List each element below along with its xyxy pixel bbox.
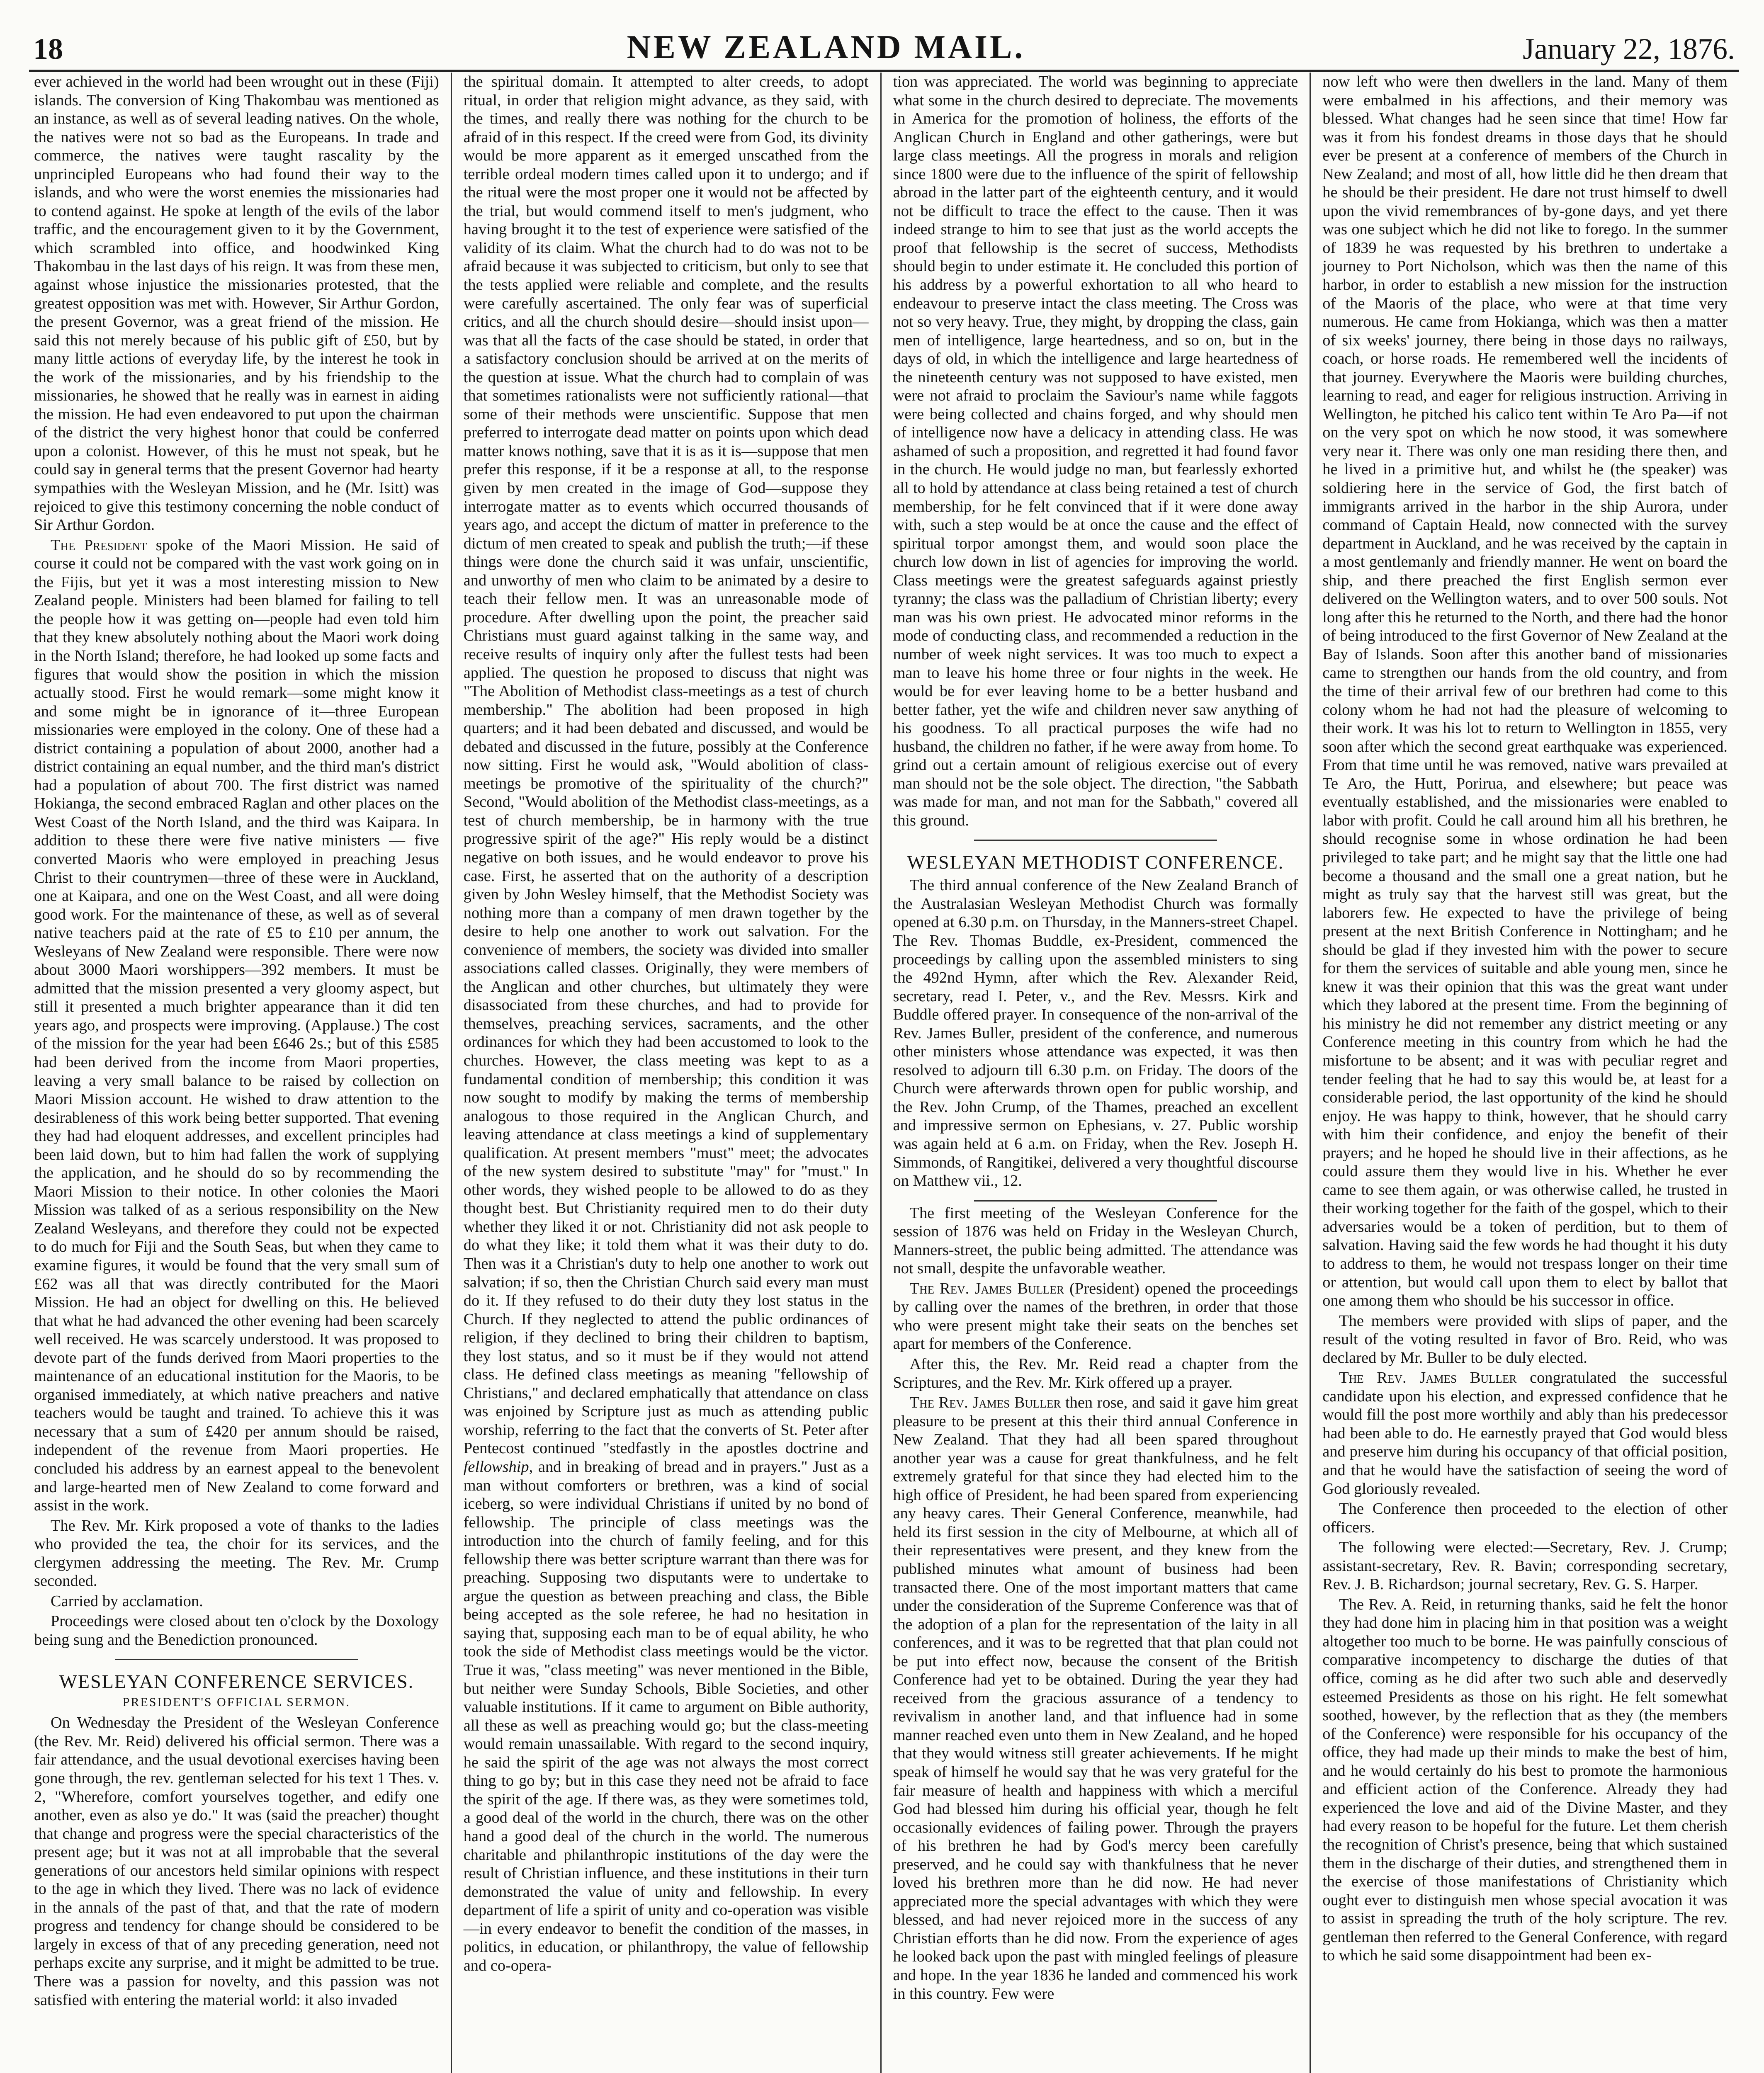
- speaker-name: The Rev. James Buller: [1339, 1369, 1517, 1387]
- paragraph-text: then rose, and said it gave him great pleasure to be present at this their third annual Conference in New Zealand. That they had all been spared throughout another year was a cause for great thankfulness, and he felt extremely grateful for that since they had elected him to the high office of President, he had been spared from experiencing any heavy cares. Their General Conference, meanwhile, had held its first session in the city of Melbourne, at which all of their representatives were present, and they knew from the published minutes what amount of business had been transacted there. One of the most important matters that came under the consideration of the Supreme Conference was that of the adoption of a plan for the representation of the laity in all conferences, and it was to be regretted that that plan could not be put into effect now, because the consent of the British Conference had yet to be obtained. During the year they had received from the gracious assurance of a tendency to revivalism in another land, and that influence had in some manner reached even unto them in New Zealand, and he hoped that they would witness still greater achievements. If he might speak of himself he would say that he was very grateful for the fair measure of health and happiness with which a merciful God had blessed him during his official year, though he felt occasionally evidences of failing power. Through the prayers of his brethren he had by God's mercy been carefully preserved, and he could say with thankfulness that he never loved his brethren more than he did now. He had never appreciated more the special advantages with which they were blessed, and had never rejoiced more in the success of any Christian efforts than he did now. From the experience of ages he looked back upon the past with mingled feelings of pleasure and hope. In the year 1836 he landed and commenced his work in this country. Few were: [893, 1394, 1298, 2003]
- page-number: 18: [33, 32, 63, 66]
- section-title: WESLEYAN CONFERENCE SERVICES.: [59, 1671, 414, 1692]
- column-4: [1310, 73, 1739, 2073]
- paragraph: [34, 536, 439, 1515]
- paragraph-text: the spiritual domain. It attempted to alter creeds, to adopt ritual, in order that religion might advance, as they said, with the times, and really there was nothing for the church to be afraid of in this respect. If the creed were from God, its divinity would be more apparent as it emerged unscathed from the terrible ordeal modern times called upon it to undergo; and if the ritual were the most proper one it would not be affected by the trial, but would commend itself to men's judgment, who having brought it to the test of experience were satisfied of the validity of its claim. What the church had to do was not to be afraid because it was subjected to criticism, but only to see that the tests applied were reliable and complete, and the results were carefully ascertained. The only fear was of superficial critics, and all the church should desire—should insist upon—was that all the facts of the case should be stated, in order that a satisfactory conclusion should be arrived at on the merits of the question at issue. What the church had to complain of was that sometimes rationalists were not sufficiently rational—that some of their methods were unscientific. Suppose that men preferred to interrogate dead matter on points upon which dead matter knows nothing, save that it is as it is—suppose that men prefer this response, if it be a response at all, to the response given by men created in the image of God—suppose they interrogate matter as to events which occurred thousands of years ago, and accept the dictum of matter in preference to the dictum of men created to speak and publish the truth;—if these things were done the church said it was unfair, unscientific, and unworthy of men who claim to be animated by a desire to teach their fellow men. It was an unreasonable mode of procedure. After dwelling upon the point, the preacher said Christians must guard against talking in the same way, and receive results of inquiry only after the fullest tests had been applied. The question he proposed to discuss that night was "The Abolition of Methodist class-meetings as a test of church membership." The abolition had been proposed in high quarters; and it had been debated and discussed, and would be debated and discussed in the future, possibly at the Conference now sitting. First he would ask, "Would abolition of class-meetings be promotive of the spirituality of the church?" Second, "Would abolition of the Methodist class-meetings, as a test of church membership, be in harmony with the true progressive spirit of the age?" His reply would be a distinct negative on both issues, and he would endeavor to prove his case. First, he asserted that on the authority of a description given by John Wesley himself, that the Methodist Society was nothing more than a company of men drawn together by the desire to help one another to work out salvation. For the convenience of members, the society was divided into smaller associations called classes. Originally, they were members of the Anglican and other churches, but ultimately they were disassociated from these churches, and had to provide for themselves, preaching services, sacraments, and the other ordinances for which they had been accustomed to look to the churches. However, the class meeting was kept to as a fundamental condition of membership; this condition it was now sought to modify by making the terms of membership analogous to those required in the Anglican Church, and leaving attendance at class meetings a kind of supplementary qualification. At present members "must" meet; the advocates of the new system desired to substitute "may" for "must." In other words, they wished people to be allowed to do as they thought best. But Christianity required men to do their duty whether they liked it or not. Christianity did not ask people to do what they like; it told them what it was their duty to do. Then was it a Christian's duty to help one another to work out salvation; if so, then the Christian Church said every man must do it. If they refused to do their duty they lost status in the Church. If they neglected to attend the public ordinances of religion, if they declined to bring their children to baptism, they lost status, and so it must be if they would not attend class. He defined class meetings as meaning "fellowship of Christians," and declared emphatically that attendance on class was enjoined by Scripture just as much as attending public worship, referring to the fact that the converts of St. Peter after Pentecost continued "stedfastly in the apostles doctrine and: [463, 73, 869, 1457]
- paragraph-text: spoke of the Maori Mission. He said of course it could not be compared with the vast work going on in the Fijis, but yet it was a most interesting mission to New Zealand people. Ministers had been blamed for failing to tell the people how it was getting on—people had even told him that they knew absolutely nothing about the Maori work doing in the North Island; therefore, he had looked up some facts and figures that would show the position in which the mission actually stood. First he would remark—some might know it and some might be in ignorance of it—three European missionaries were employed in the colony. One of these had a district containing a population of about 2000, another had a district containing an equal number, and the third man's district had a population of about 700. The first district was named Hokianga, the second embraced Raglan and other places on the West Coast of the North Island, and the third was Kaipara. In addition to these there were five native ministers — five converted Maoris who were employed in preaching Jesus Christ to their countrymen—three of these were in Auckland, one at Kaipara, and one on the West Coast, and all were doing good work. For the maintenance of these, as well as of several native teachers paid at the rate of £5 to £10 per annum, the Wesleyans of New Zealand were responsible. There were now about 3000 Maori worshippers—392 members. It must be admitted that the mission presented a very gloomy aspect, but still it presented a much brighter appearance than it did ten years ago, and prospects were improving. (Applause.) The cost of the mission for the year had been £646 2s.; but of this £585 had been derived from the income from Maori properties, leaving a very small balance to be raised by collection on Maori Mission account. He wished to draw attention to the desirableness of this work being better supported. That evening they had had eloquent addresses, and excellent principles had been laid down, but to him had fallen the work of supplying the application, and he should do so by recommending the Maori Mission to their notice. In other colonies the Maori Mission was talked of as a serious responsibility on the New Zealand Wesleyans, and therefore they could not be expected to do much for Fiji and the South Seas, but when they came to examine figures, it would be found that the very small sum of £62 was all that was directly contributed for the Maori Mission. He had an object for dwelling on this. He believed that what he had advanced the other evening had been scarcely well received. He was scarcely understood. It was proposed to devote part of the funds derived from Maori properties to the maintenance of an educational institution for the Maoris, to be organised immediately, at which native preachers and native teachers would be taught and trained. To achieve this it was necessary that a sum of £420 per annum should be raised, independent of the revenue from Maori properties. He concluded his address by an earnest appeal to the benevolent and large-hearted men of New Zealand to come forward and assist in the work.: [34, 536, 439, 1515]
- speaker-name: The Rev. James Buller: [909, 1279, 1064, 1297]
- paragraph: The Rev. A. Reid, in returning thanks, said he felt the honor they had done him in placing him in that position was a weight altogether too much to be borne. He was painfully conscious of comparative incompetency to discharge the duties of that office, coming as he did after two such able and deservedly esteemed Presidents as those on his right. He felt somewhat soothed, however, by the reflection that as they (the members of the Conference) were responsible for his occupancy of the office, they had made up their minds to make the best of him, and he would certainly do his best to promote the harmonious and efficient action of the Conference. Already they had experienced the love and aid of the Divine Master, and they had every reason to be hopeful for the future. Let them cherish the recognition of Christ's presence, being that which sustained them in the discharge of their duties, and strengthened them in the exercise of those manifestations of Christianity which ought ever to distinguish men whose special avocation it was to assist in spreading the truth of the holy scripture. The rev. gentleman then referred to the General Conference, with regard to which he said some disappointment had been ex-: [1322, 1595, 1728, 1964]
- column-3: [880, 73, 1310, 2073]
- article-columns: [29, 73, 1739, 2073]
- paragraph: Proceedings were closed about ten o'clock by the Doxology being sung and the Benediction pronounced.: [34, 1612, 439, 1648]
- paragraph: ever achieved in the world had been wrought out in these (Fiji) islands. The conversion of King Thakombau was mentioned as an instance, as well as of several leading natives. On the whole, the natives were not so bad as the Europeans. In trade and commerce, the natives were taught rascality by the unprincipled Europeans who had found their way to the islands, and who were the worst enemies the missionaries had to contend against. He spoke at length of the evils of the labor traffic, and the encouragement given to it by the Government, which scrambled into office, and hoodwinked King Thakombau in the last days of his reign. It was from these men, against whose injustice the missionaries protested, that the greatest opposition was met with. However, Sir Arthur Gordon, the present Governor, was a great friend of the mission. He said this not merely because of his public gift of £50, but by many little actions of everyday life, by the interest he took in the work of the missionaries, and by his friendship to the missionaries, he showed that he really was in earnest in aiding the mission. He had even endeavored to put upon the chairman of the district the very highest honor that could be conferred upon a colonist. However, of this he must not speak, but he could say in general terms that the present Governor had hearty sympathies with the Wesleyan Mission, and he (Mr. Isitt) was rejoiced to give this testimony concerning the noble conduct of Sir Arthur Gordon.: [34, 73, 439, 534]
- paragraph: tion was appreciated. The world was beginning to appreciate what some in the church desired to depreciate. The movements in America for the promotion of holiness, the efforts of the Anglican Church in England and other gatherings, were but large class meetings. All the progress in morals and religion since 1800 were due to the influence of the spirit of fellowship abroad in the latter part of the eighteenth century, and it would not be difficult to trace the effect to the cause. Then it was indeed strange to him to see that just as the world accepts the proof that fellowship is the secret of success, Methodists should begin to under estimate it. He concluded this portion of his address by a powerful exhortation to all who heard to endeavour to preserve intact the class meeting. The Cross was not so very heavy. True, they might, by dropping the class, gain men of intelligence, large heartedness, and so on, but in the days of old, in which the intelligence and large heartedness of the nineteenth century was not supposed to have existed, men were not afraid to proclaim the Saviour's name while faggots were being collected and chains forged, and why should men of intelligence now have a delicacy in attending class. He was ashamed of such a proposition, and regretted it had found favor in the church. He would judge no man, but fearlessly exhorted all to hold by attendance at class being retained a test of church membership, for he felt convinced that if it were done away with, such a step would be at once the cause and the effect of spiritual torpor amongst them, and would soon place the church low down in list of agencies for improving the world. Class meetings were the greatest safeguards against priestly tyranny; the class was the palladium of Christian liberty; every man was his own priest. He advocated minor reforms in the mode of conducting class, and recommended a reduction in the number of week night services. It was too much to expect a man to leave his home three or four nights in the week. He would be for ever leaving home to be a better husband and better father, yet the wife and children never saw anything of his goodness. To all practical purposes the wife had no husband, the children no father, if he were away from home. To grind out a certain amount of religious exercise out of every man should not be the sole object. The direction, "the Sabbath was made for man, and not man for the Sabbath," covered all this ground.: [893, 73, 1298, 829]
- column-2: [451, 73, 880, 2073]
- paragraph: After this, the Rev. Mr. Reid read a chapter from the Scriptures, and the Rev. Mr. Kirk offered up a prayer.: [893, 1355, 1298, 1391]
- section-title: WESLEYAN METHODIST CONFERENCE.: [907, 852, 1284, 873]
- section-divider: [115, 1659, 358, 1660]
- speaker-name: The President: [51, 536, 147, 554]
- paragraph: now left who were then dwellers in the land. Many of them were embalmed in his affections, and their memory was blessed. What changes had he seen since that time! How far was it from his fondest dreams in those days that he should ever be present at a conference of members of the Church in New Zealand; and most of all, how little did he then dream that he should be their president. He dare not trust himself to dwell upon the vivid remembrances of by-gone days, and yet there was one subject which he did not like to forego. In the summer of 1839 he was requested by his brethren to undertake a journey to Port Nicholson, which was then the name of this harbor, in order to establish a new mission for the instruction of the Maoris of the place, who were at that time very numerous. He came from Hokianga, which was then a matter of six weeks' journey, there being in those days no railways, coach, or horse roads. He remembered well the incidents of that journey. Everywhere the Maoris were building churches, learning to read, and eager for religious instruction. Arriving in Wellington, he pitched his calico tent within Te Aro Pa—if not on the very spot on which he now stood, it was somewhere very near it. There was only one man residing there then, and he lived in a primitive hut, and whilst he (the speaker) was soldiering here in the service of God, the first batch of immigrants arrived in the harbor in the ship Aurora, under command of Captain Heald, now connected with the survey department in Auckland, and he was received by the captain in a most gentlemanly and friendly manner. He went on board the ship, and there preached the first English sermon ever delivered on the Wellington waters, and to over 500 souls. Not long after this he returned to the North, and there had the honor of being introduced to the first Governor of New Zealand at the Bay of Islands. Soon after this another band of missionaries came to strengthen our hands from the old country, and from the time of their arrival few of our brethren had come to this colony whom he had not had the pleasure of welcoming to their work. It was his lot to return to Wellington in 1855, very soon after which the second great earthquake was experienced. From that time until he was removed, native wars prevailed at Te Aro, the Hutt, Porirua, and elsewhere; but peace was eventually established, and the missionaries were enabled to labor with profit. Could he call around him all his brethren, he should recognise some in whose ordination he had been privileged to take part; and he might say that the little one had become a thousand and the small one a great nation, but he might as truly say that the harvest still was great, but the laborers few. He expected to have the privilege of being present at the next British Conference in Nottingham; and he should be glad if they invested him with the power to secure for them the services of suitable and able young men, since he knew it was their opinion that this was the great want under which they labored at the present time. From the beginning of his ministry he did not remember any district meeting or any Conference meeting in this country from which he had the misfortune to be absent; and it was with peculiar regret and tender feeling that he had to say this would be, at least for a considerable period, the last opportunity of the kind he should enjoy. He was happy to think, however, that he should carry with him their confidence, and enjoy the benefit of their prayers; and he hoped he should live in their affections, as he could assure them they would live in his. Whether he ever came to see them again, or was otherwise called, he trusted in their working together for the faith of the gospel, which to their adversaries would be a token of perdition, but to them of salvation. Having said the few words he had thought it his duty to address to them, he would not trespass longer on their time or attention, but would call upon them to elect by ballot that one among them who should be his successor in office.: [1322, 73, 1728, 1310]
- emphasis: fellowship: [463, 1458, 529, 1476]
- paragraph: [1322, 1369, 1728, 1498]
- section-divider: [974, 840, 1217, 841]
- paragraph: Carried by acclamation.: [51, 1592, 203, 1610]
- paragraph: [464, 73, 869, 1975]
- paragraph: The Conference then proceeded to the election of other officers.: [1322, 1500, 1728, 1536]
- section-subtitle: PRESIDENT'S OFFICIAL SERMON.: [122, 1695, 350, 1709]
- paragraph-text: congratulated the successful candidate upon his election, and expressed confidence that he would fill the post more worthily and ably than his predecessor had been able to do. He earnestly prayed that God would bless and preserve him during his occupancy of that official position, and that he would have the satisfaction of seeing the word of God gloriously revealed.: [1322, 1369, 1728, 1498]
- column-1: [29, 73, 451, 2073]
- paragraph: [893, 1393, 1298, 2003]
- paragraph: The following were elected:—Secretary, Rev. J. Crump; assistant-secretary, Rev. R. Bavin; corresponding secretary, Rev. J. B. Richardson; journal secretary, Rev. G. S. Harper.: [1322, 1539, 1728, 1593]
- speaker-name: The Rev. James Buller: [909, 1394, 1061, 1412]
- paragraph-text: (President) opened the proceedings by calling over the names of the brethren, in order that those who were present might take their seats on the benches set apart for members of the Conference.: [893, 1279, 1298, 1353]
- newspaper-title: NEW ZEALAND MAIL.: [627, 29, 1025, 66]
- issue-date: January 22, 1876.: [1523, 32, 1735, 66]
- paragraph-text: , and in breaking of bread and in prayers." Just as a man without comforters or brethren, was a kind of social iceberg, so were individual Christians if united by no bond of fellowship. The principle of class meetings was the introduction into the church of family feeling, and for this fellowship there was better scripture warrant than there was for preaching. Supposing two disputants were to undertake to argue the question as between preaching and class, the Bible being accepted as the sole referee, he had no hesitation in saying that, supposing each man to be of equal ability, he who took the side of Methodist class meetings would be the victor. True it was, "class meeting" was never mentioned in the Bible, but neither were Sunday Schools, Bible Societies, and other valuable institutions. If it came to argument on Bible authority, all these as well as preaching would go; but the class-meeting would remain unassailable. With regard to the second inquiry, he said the spirit of the age was not always the most correct thing to go by; but in this case they need not be afraid to face the spirit of the age. If there was, as they were sometimes told, a good deal of the world in the church, there was on the other hand a good deal of the church in the world. The numerous charitable and philanthropic institutions of the day were the result of Christian influence, and these institutions in their turn demonstrated the value of unity and fellowship. In every department of life a spirit of unity and co-operation was visible—in every endeavor to benefit the condition of the masses, in politics, in education, or philanthropy, the value of fellowship and co-opera-: [463, 1458, 869, 1974]
- paragraph: The Rev. Mr. Kirk proposed a vote of thanks to the ladies who provided the tea, the choir for its services, and the clergymen addressing the meeting. The Rev. Mr. Crump seconded.: [34, 1517, 439, 1590]
- paragraph: On Wednesday the President of the Wesleyan Conference (the Rev. Mr. Reid) delivered his official sermon. There was a fair attendance, and the usual devotional exercises having been gone through, the rev. gentleman selected for his text 1 Thes. v. 2, "Wherefore, comfort yourselves together, and edify one another, even as also ye do." It was (said the preacher) thought that change and progress were the special characteristics of the present age; but it was not at all improbable that the several generations of our ancestors held similar opinions with respect to the age in which they lived. There was no lack of evidence in the annals of the past of that, and that the rate of modern progress and tendency for change should be considered to be largely in excess of that of any preceding generation, need not perhaps excite any surprise, and it might be admitted to be true. There was a passion for novelty, and this passion was not satisfied with entering the material world: it also invaded: [34, 1714, 439, 2009]
- masthead: [29, 21, 1739, 72]
- paragraph: The third annual conference of the New Zealand Branch of the Australasian Wesleyan Methodist Church was formally opened at 6.30 p.m. on Thursday, in the Manners-street Chapel. The Rev. Thomas Buddle, ex-President, commenced the proceedings by calling upon the assembled ministers to sing the 492nd Hymn, after which the Rev. Alexander Reid, secretary, read I. Peter, v., and the Rev. Messrs. Kirk and Buddle offered prayer. In consequence of the non-arrival of the Rev. James Buller, president of the conference, and numerous other ministers whose attendance was expected, it was then resolved to adjourn till 6.30 p.m. on Friday. The doors of the Church were afterwards thrown open for public worship, and the Rev. John Crump, of the Thames, preached an excellent and impressive sermon on Ephesians, v. 27. Public worship was again held at 6 a.m. on Friday, when the Rev. Joseph H. Simmonds, of Rangitikei, delivered a very thoughtful discourse on Matthew vii., 12.: [893, 876, 1298, 1190]
- section-divider: [974, 1200, 1217, 1202]
- paragraph: [893, 1279, 1298, 1353]
- paragraph: The first meeting of the Wesleyan Conference for the session of 1876 was held on Friday in the Wesleyan Church, Manners-street, the public being admitted. The attendance was not small, despite the unfavorable weather.: [893, 1204, 1298, 1277]
- paragraph: The members were provided with slips of paper, and the result of the voting resulted in favor of Bro. Reid, who was declared by Mr. Buller to be duly elected.: [1322, 1312, 1728, 1367]
